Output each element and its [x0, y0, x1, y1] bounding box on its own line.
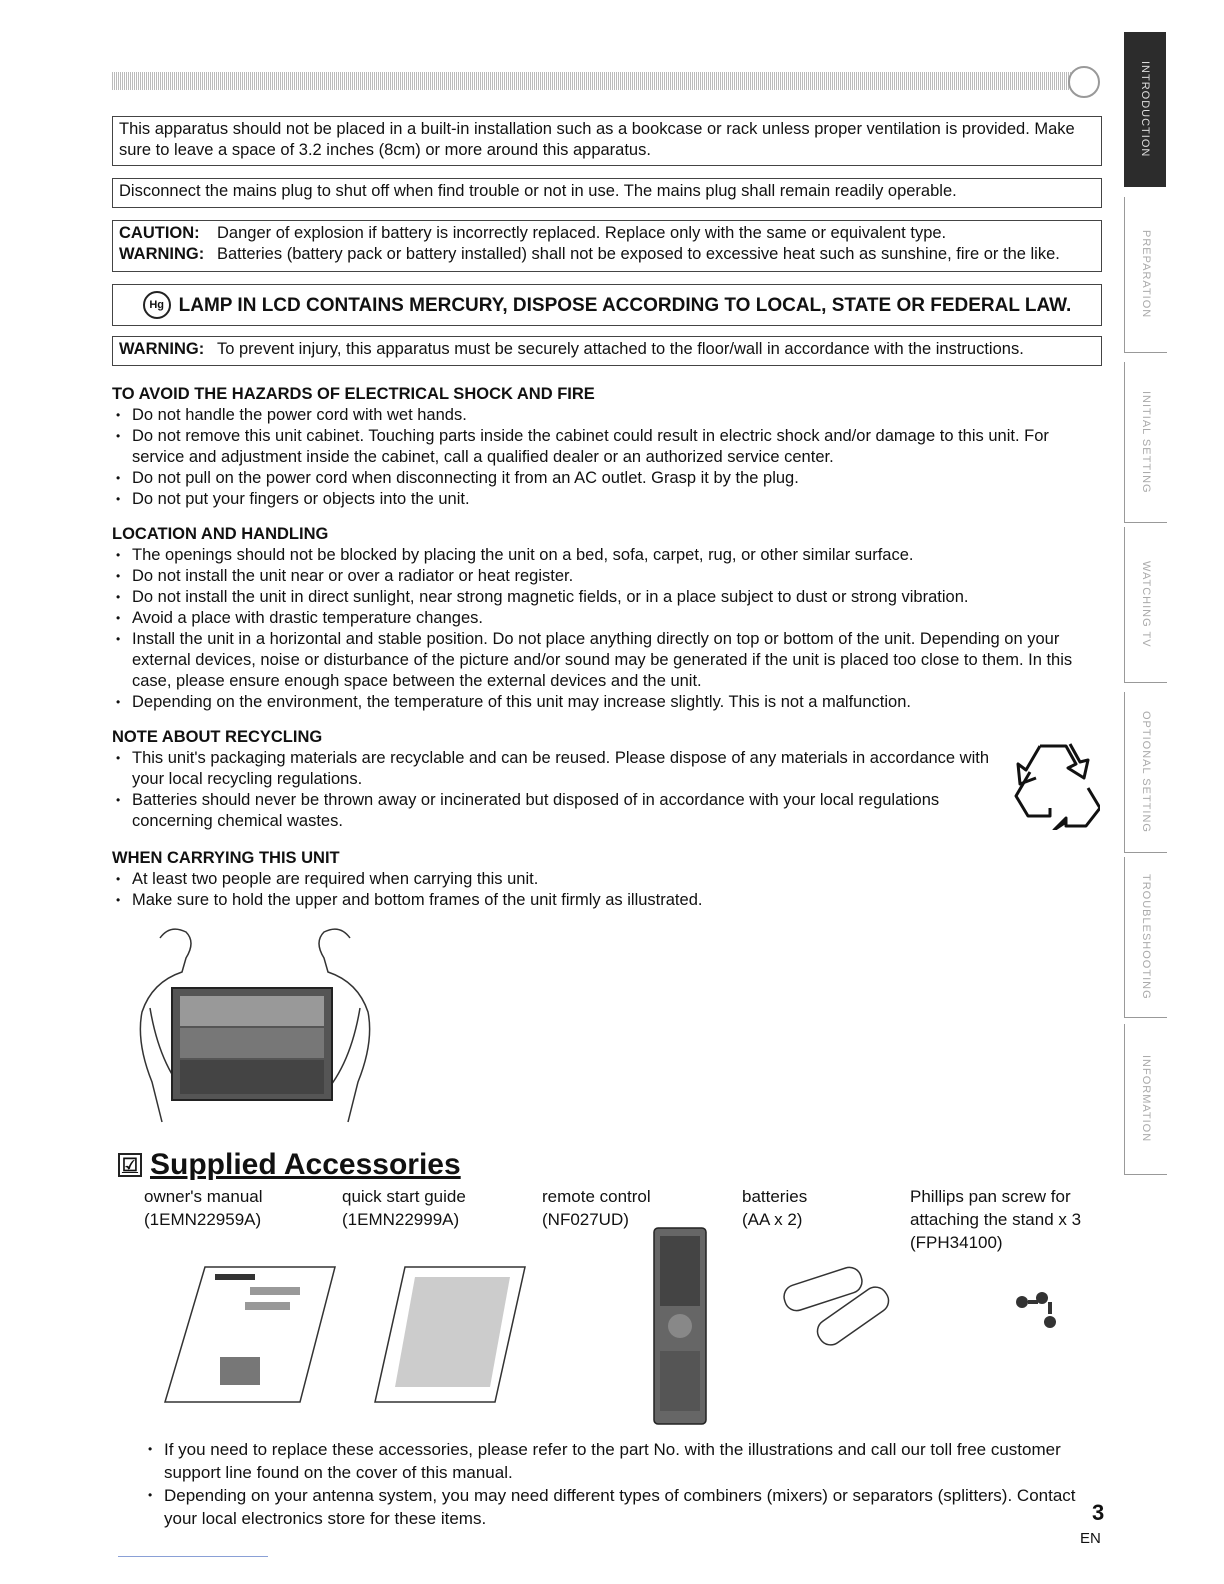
- list-item: • Do not install the unit in direct sunlight, near strong magnetic fields, or in a place subject to dust or strong vibration.: [112, 587, 1102, 608]
- accessory-part: (AA x 2): [742, 1210, 803, 1229]
- tab-introduction[interactable]: INTRODUCTION: [1124, 32, 1166, 187]
- warning-mount-box: [112, 336, 1102, 366]
- accessories-title-text: Supplied Accessories: [150, 1148, 461, 1181]
- manual-illustration: [160, 1262, 340, 1407]
- language-label: EN: [1080, 1530, 1101, 1547]
- list-item: • Make sure to hold the upper and bottom frames of the unit firmly as illustrated.: [112, 890, 1102, 911]
- mercury-notice: [112, 284, 1102, 326]
- accessory-item: [542, 1185, 722, 1231]
- footer-line: [118, 1556, 268, 1557]
- hazards-title: TO AVOID THE HAZARDS OF ELECTRICAL SHOCK AND FIRE: [112, 385, 595, 403]
- mercury-text: LAMP IN LCD CONTAINS MERCURY, DISPOSE ACCORDING TO LOCAL, STATE OR FEDERAL LAW.: [178, 294, 1072, 316]
- mains-notice: [112, 178, 1102, 208]
- accessory-notes: [144, 1438, 1084, 1530]
- recycling-section: [112, 727, 1012, 832]
- caution-box: [112, 220, 1102, 272]
- accessory-name: remote control: [542, 1187, 651, 1206]
- ventilation-text: This apparatus should not be placed in a built-in installation such as a bookcase or rack unless proper ventilation is provided. Make sure to leave a space of 3.2 inches (8cm) or more around this apparatus.: [119, 120, 1075, 159]
- screws-illustration: [1010, 1288, 1070, 1333]
- accessory-item: [910, 1185, 1110, 1254]
- caution-text: Danger of explosion if battery is incorrectly replaced. Replace only with the same or equivalent type.: [217, 224, 947, 242]
- recycling-title: NOTE ABOUT RECYCLING: [112, 728, 323, 746]
- carrying-illustration: [130, 918, 380, 1133]
- list-item: • If you need to replace these accessories, please refer to the part No. with the illustrations and call our toll free customer support line found on the cover of this manual.: [144, 1438, 1084, 1484]
- recycle-icon: [1010, 738, 1100, 830]
- accessory-item: [144, 1185, 324, 1231]
- warning-label: WARNING:: [119, 245, 205, 263]
- list-item: • At least two people are required when carrying this unit.: [112, 869, 1102, 890]
- accessory-name: owner's manual: [144, 1187, 263, 1206]
- list-item: • This unit's packaging materials are recyclable and can be reused. Please dispose of any materials in accordance with your local recycling regulations.: [112, 748, 1012, 790]
- accessory-item: [742, 1185, 892, 1231]
- tab-initial-setting[interactable]: INITIAL SETTING: [1124, 362, 1167, 523]
- warning2-label: WARNING:: [119, 340, 205, 358]
- mains-text: Disconnect the mains plug to shut off when find trouble or not in use. The mains plug shall remain readily operable.: [119, 182, 957, 200]
- location-title: LOCATION AND HANDLING: [112, 525, 329, 543]
- batteries-illustration: [778, 1258, 903, 1348]
- list-item: • Do not pull on the power cord when disconnecting it from an AC outlet. Grasp it by the plug.: [112, 468, 1102, 489]
- list-item: • Avoid a place with drastic temperature changes.: [112, 608, 1102, 629]
- list-item: • Do not put your fingers or objects into the unit.: [112, 489, 1102, 510]
- accessory-name: batteries: [742, 1187, 808, 1206]
- remote-illustration: [652, 1226, 708, 1426]
- accessory-part: (FPH34100): [910, 1233, 1003, 1252]
- accessory-name: Phillips pan screw for attaching the stand x 3: [910, 1187, 1082, 1229]
- list-item: • The openings should not be blocked by placing the unit on a bed, sofa, carpet, rug, or other similar surface.: [112, 545, 1102, 566]
- carrying-title: WHEN CARRYING THIS UNIT: [112, 849, 340, 867]
- header-rule: [112, 72, 1072, 90]
- checkbox-icon: ☑: [118, 1153, 142, 1177]
- hazards-section: [112, 384, 1102, 510]
- accessory-part: (NF027UD): [542, 1210, 629, 1229]
- warning2-text: To prevent injury, this apparatus must be securely attached to the floor/wall in accordance with the instructions.: [217, 340, 1024, 358]
- list-item: • Depending on the environment, the temperature of this unit may increase slightly. This is not a malfunction.: [112, 692, 1102, 713]
- tab-optional-setting[interactable]: OPTIONAL SETTING: [1124, 692, 1167, 853]
- tab-troubleshooting[interactable]: TROUBLESHOOTING: [1124, 857, 1167, 1018]
- location-section: [112, 524, 1102, 713]
- page-number: 3: [1092, 1500, 1105, 1525]
- mercury-icon: Hg: [143, 291, 171, 319]
- accessory-part: (1EMN22999A): [342, 1210, 460, 1229]
- warning-text: Batteries (battery pack or battery installed) shall not be exposed to excessive heat such as sunshine, fire or the like.: [217, 245, 1060, 263]
- accessory-name: quick start guide: [342, 1187, 466, 1206]
- tab-preparation[interactable]: PREPARATION: [1124, 197, 1167, 353]
- caution-label: CAUTION:: [119, 224, 200, 242]
- carrying-section: [112, 848, 1102, 911]
- accessory-item: [342, 1185, 522, 1231]
- list-item: • Install the unit in a horizontal and stable position. Do not place anything directly on top or bottom of the unit. Depending on your external devices, noise or disturbance of the picture and/or sound may be generated if the unit is placed too close to them. In this case, please ensure enough space between the external devices and the unit.: [112, 629, 1102, 692]
- accessory-part: (1EMN22959A): [144, 1210, 262, 1229]
- tab-information[interactable]: INFORMATION: [1124, 1024, 1167, 1175]
- list-item: • Batteries should never be thrown away or incinerated but disposed of in accordance with your local regulations concerning chemical wastes.: [112, 790, 1012, 832]
- accessories-title: [118, 1148, 461, 1182]
- ventilation-notice: [112, 116, 1102, 166]
- header-circle: [1068, 66, 1100, 98]
- tab-watching-tv[interactable]: WATCHING TV: [1124, 527, 1167, 683]
- list-item: • Do not remove this unit cabinet. Touching parts inside the cabinet could result in electric shock and/or damage to this unit. For service and adjustment inside the cabinet, call a qualified dealer or an authorized service center.: [112, 426, 1102, 468]
- list-item: • Depending on your antenna system, you may need different types of combiners (mixers) or separators (splitters). Contact your local electronics store for these items.: [144, 1484, 1084, 1530]
- list-item: • Do not handle the power cord with wet hands.: [112, 405, 1102, 426]
- quick-guide-illustration: [370, 1262, 530, 1407]
- list-item: • Do not install the unit near or over a radiator or heat register.: [112, 566, 1102, 587]
